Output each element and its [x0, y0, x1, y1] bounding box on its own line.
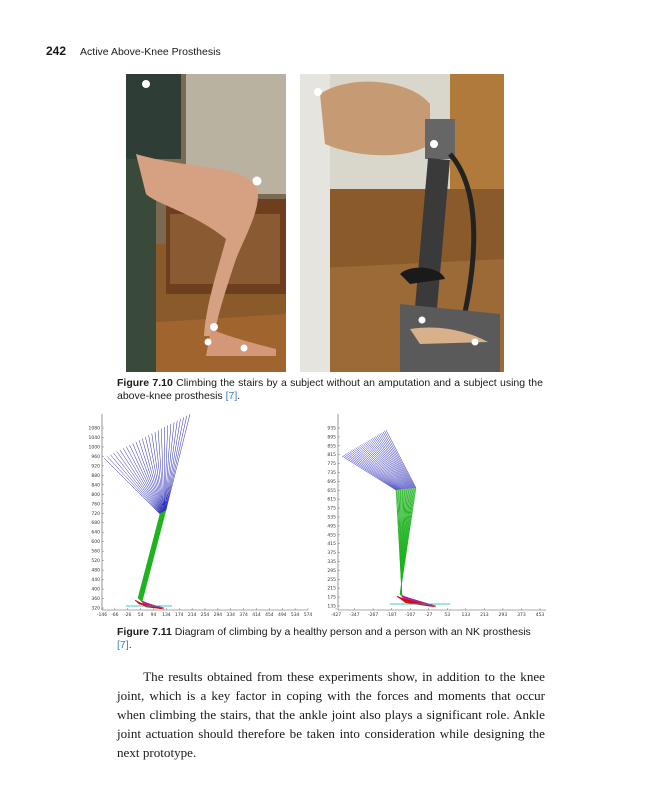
- x-tick-label: 54: [137, 613, 144, 618]
- x-tick-label: 293: [498, 613, 508, 618]
- y-tick-label: 960: [91, 454, 100, 460]
- x-tick-label: 213: [480, 613, 489, 618]
- thigh-segment-line: [139, 440, 162, 512]
- shank-segment-line: [142, 510, 166, 602]
- thigh-segment-line: [165, 421, 177, 511]
- figure-7-11-period: .: [128, 639, 132, 651]
- x-tick-label: -66: [111, 613, 119, 618]
- y-tick-label: 415: [327, 542, 336, 548]
- page-number: 242: [46, 44, 67, 58]
- stick-diagram-healthy-svg: [80, 410, 316, 622]
- y-tick-label: 295: [327, 568, 336, 574]
- y-tick-label: 400: [91, 587, 100, 593]
- thigh-segment-line: [166, 414, 190, 510]
- running-title: Active Above-Knee Prosthesis: [80, 46, 221, 58]
- stick-diagram-prosthesis: [316, 410, 548, 622]
- y-tick-label: 920: [91, 464, 100, 470]
- thigh-segment-line: [347, 453, 399, 489]
- x-tick-label: -27: [425, 613, 433, 618]
- y-tick-label: 320: [91, 606, 100, 612]
- y-tick-label: 440: [91, 578, 100, 584]
- x-tick-label: -427: [330, 613, 342, 618]
- y-tick-label: 535: [327, 515, 336, 521]
- figure-7-10-caption: [117, 377, 543, 403]
- y-tick-label: 775: [327, 462, 336, 468]
- y-tick-label: 655: [327, 488, 336, 494]
- y-tick-label: 735: [327, 471, 336, 476]
- y-tick-label: 1080: [88, 426, 100, 432]
- thigh-segment-line: [348, 452, 399, 489]
- thigh-segment-line: [104, 458, 160, 514]
- y-tick-label: 520: [91, 559, 100, 565]
- x-tick-label: -267: [367, 613, 379, 618]
- y-tick-label: 815: [327, 453, 336, 459]
- y-tick-label: 135: [327, 604, 336, 610]
- figure-7-11-label: Figure 7.11: [117, 626, 172, 638]
- x-tick-label: 574: [303, 613, 313, 618]
- thigh-segment-line: [120, 450, 161, 513]
- x-tick-label: 374: [239, 613, 248, 618]
- y-tick-label: 215: [327, 586, 336, 592]
- figure-7-10-period: .: [237, 390, 241, 402]
- figure-7-11-text: Diagram of climbing by a healthy person and a person with an NK prosthesis: [174, 626, 531, 638]
- y-tick-label: 495: [327, 524, 336, 530]
- y-tick-label: 800: [91, 492, 100, 498]
- thigh-segment-line: [362, 444, 405, 489]
- y-tick-label: 360: [91, 597, 100, 603]
- x-tick-label: -146: [96, 613, 108, 618]
- figure-7-11-caption: [117, 626, 543, 652]
- x-tick-label: 133: [461, 613, 471, 618]
- y-tick-label: 640: [91, 530, 100, 536]
- x-tick-label: 334: [226, 613, 236, 618]
- y-tick-label: 895: [327, 435, 336, 441]
- x-tick-label: 53: [444, 613, 451, 618]
- y-tick-label: 335: [327, 560, 336, 565]
- y-tick-label: 1040: [88, 435, 100, 441]
- y-tick-label: 615: [327, 497, 336, 503]
- y-tick-label: 880: [91, 473, 100, 479]
- thigh-segment-line: [372, 438, 409, 489]
- thigh-segment-line: [166, 416, 187, 511]
- thigh-segment-line: [133, 443, 162, 512]
- y-tick-label: 575: [327, 506, 336, 512]
- x-tick-label: -347: [349, 613, 360, 618]
- figure-7-10-label: Figure 7.10: [117, 377, 173, 389]
- x-tick-label: -187: [386, 613, 397, 618]
- y-tick-label: 760: [91, 502, 100, 508]
- heel-toe-line: [399, 598, 436, 607]
- x-tick-label: 414: [252, 613, 261, 618]
- photo-healthy-subject: [126, 74, 286, 372]
- y-tick-label: 680: [91, 521, 100, 527]
- figure-7-11-reference-link[interactable]: [7]: [117, 639, 129, 651]
- y-tick-label: 455: [327, 533, 336, 539]
- x-tick-label: 254: [200, 613, 210, 618]
- x-tick-label: 174: [174, 613, 184, 618]
- y-tick-label: 560: [91, 549, 100, 555]
- y-tick-label: 720: [91, 511, 100, 517]
- y-tick-label: 175: [327, 595, 336, 601]
- x-tick-label: 534: [290, 613, 300, 618]
- stick-diagram-prosthesis-svg: [316, 410, 548, 622]
- figure-7-10-text: Climbing the stairs by a subject without an amputation and a subject using the above-knee prosthesis: [117, 377, 543, 402]
- y-tick-label: 375: [327, 551, 336, 557]
- x-tick-label: 214: [187, 613, 197, 618]
- y-tick-label: 600: [91, 540, 100, 546]
- x-tick-label: -26: [124, 613, 132, 618]
- x-tick-label: 453: [535, 613, 545, 618]
- photo-prosthesis-subject: [300, 74, 504, 372]
- x-tick-label: 134: [162, 613, 171, 618]
- page-header: [46, 44, 221, 58]
- stick-diagram-healthy: [80, 410, 316, 622]
- y-tick-label: 855: [327, 444, 336, 450]
- y-tick-label: 480: [91, 568, 100, 574]
- y-tick-label: 695: [327, 479, 336, 485]
- y-tick-label: 255: [327, 577, 336, 583]
- x-tick-label: 454: [265, 613, 274, 618]
- y-tick-label: 935: [327, 426, 336, 432]
- x-tick-label: -107: [405, 613, 416, 618]
- y-tick-label: 840: [91, 483, 100, 489]
- x-tick-label: 373: [517, 613, 526, 618]
- figure-7-10-reference-link[interactable]: [7]: [225, 390, 238, 402]
- x-tick-label: 94: [150, 613, 157, 618]
- x-tick-label: 294: [213, 613, 223, 618]
- y-tick-label: 1000: [88, 445, 100, 451]
- body-paragraph: The results obtained from these experiments show, in addition to the knee joint, which is a key factor in coping with the forces and moments that occur when climbing the stairs, that the ankle joint also plays a significant role. Ankle joint actuation should therefore be taken into consideration while designing the next prototype.: [117, 669, 545, 761]
- x-tick-label: 494: [277, 613, 287, 618]
